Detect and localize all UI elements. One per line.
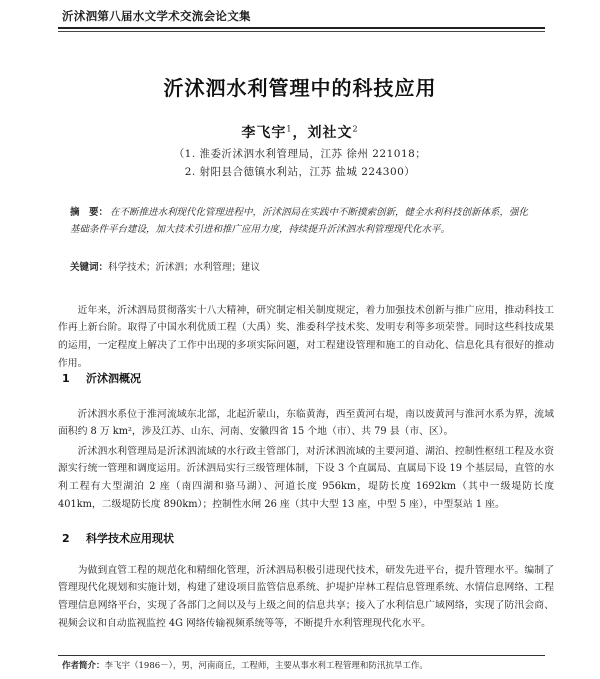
- section-number: 2: [62, 532, 70, 545]
- author-name: 李飞宇: [241, 125, 287, 141]
- keywords-text: 科学技术；沂沭泗；水利管理；建议: [108, 262, 261, 273]
- running-header: 沂沭泗第八届水文学术交流会论文集: [62, 9, 251, 23]
- section-title: 科学技术应用现状: [86, 532, 174, 545]
- section-heading-2: [62, 530, 174, 546]
- section-number: 1: [62, 372, 70, 385]
- author-affil-mark: 2: [352, 124, 359, 134]
- header-rule-thin: [58, 31, 545, 32]
- author-line: [0, 122, 600, 142]
- affiliation-1: （1. 淮委沂沭泗水利管理局，江苏 徐州 221018；: [173, 148, 427, 160]
- section-heading-1: [62, 370, 141, 386]
- footnote-text: 李飞宇（1986－），男，河南商丘，工程师，主要从事水利工程管理和防汛抗旱工作。: [104, 661, 428, 671]
- intro-paragraph: 近年来，沂沭泗局贯彻落实十八大精神，研究制定相关制度规定，着力加强技术创新与推广应用，推动科技工作再上新台阶。取得了中国水利优质工程（大禹）奖、淮委科学技术奖、发明专利等多项荣誉。同时这些科技成果的运用，一定程度上解决了工作中出现的多项实际问题，对工程建设管理和施工的自动化、信息化具有很好的推动作用。: [58, 304, 554, 369]
- section-1-paragraph-2: 沂沭泗水利管理局是沂沭泗流域的水行政主管部门，对沂沭泗流域的主要河道、湖泊、控制性枢纽工程及水资源实行统一管理和调度运用。沂沭泗局实行三级管理体制，下设 3 个直属局、直属局下设 19 个基层局，直管的水利工程有大型湖泊 2 座（南四湖和骆马湖）、河道长度 956km，堤防长度 1692km（其中一级堤防长度 401km，二级堤防长度 890km）；控制性水闸 26 座（其中大型 13 座，中型 5 座），中型泵站 1 座。: [58, 445, 554, 510]
- section-2-paragraph-1: 为做到直管工程的规范化和精细化管理，沂沭泗局积极引进现代技术，研发先进平台，提升管理水平。编制了管理现代化规划和实施计划，构建了建设项目监管信息系统、护堤护岸林工程信息管理系统、水情信息网络、工程管理信息网络平台，实现了各部门之间以及与上级之间的信息共享；接入了水利信息广域网络，实现了防汛会商、视频会议和自动监视监控 4G 网络传输视频系统等等，不断提升水利管理现代化水平。: [58, 564, 554, 629]
- affiliation-2: 2. 射阳县合德镇水利站，江苏 盐城 224300）: [184, 166, 416, 178]
- author-footnote: [62, 659, 552, 671]
- author-name: 刘社文: [307, 125, 353, 141]
- author-separator: ，: [292, 125, 308, 141]
- keywords: [70, 259, 530, 273]
- section-1-paragraph-1: 沂沭泗水系位于淮河流域东北部，北起沂蒙山，东临黄海，西至黄河右堤，南以废黄河与淮河水系为界，流域面积约 8 万 km²，涉及江苏、山东、河南、安徽四省 15 个地（市）、共 79 县（市、区）。: [58, 408, 554, 438]
- author-affil-mark: 1: [286, 124, 293, 134]
- keywords-label: 关键词：: [70, 262, 109, 273]
- section-title: 沂沭泗概况: [86, 372, 141, 385]
- abstract: [70, 204, 530, 238]
- abstract-text: 在不断推进水利现代化管理进程中，沂沭泗局在实践中不断摸索创新，健全水利科技创新体系，强化基础条件平台建设，加大技术引进和推广应用力度，持续提升沂沭泗水利管理现代化水平。: [70, 207, 529, 235]
- footnote-rule: [58, 655, 545, 656]
- paper-title: 沂沭泗水利管理中的科技应用: [163, 76, 437, 100]
- abstract-label: 摘 要：: [70, 207, 109, 218]
- footnote-label: 作者简介：: [62, 661, 105, 671]
- header-rule: [58, 27, 545, 29]
